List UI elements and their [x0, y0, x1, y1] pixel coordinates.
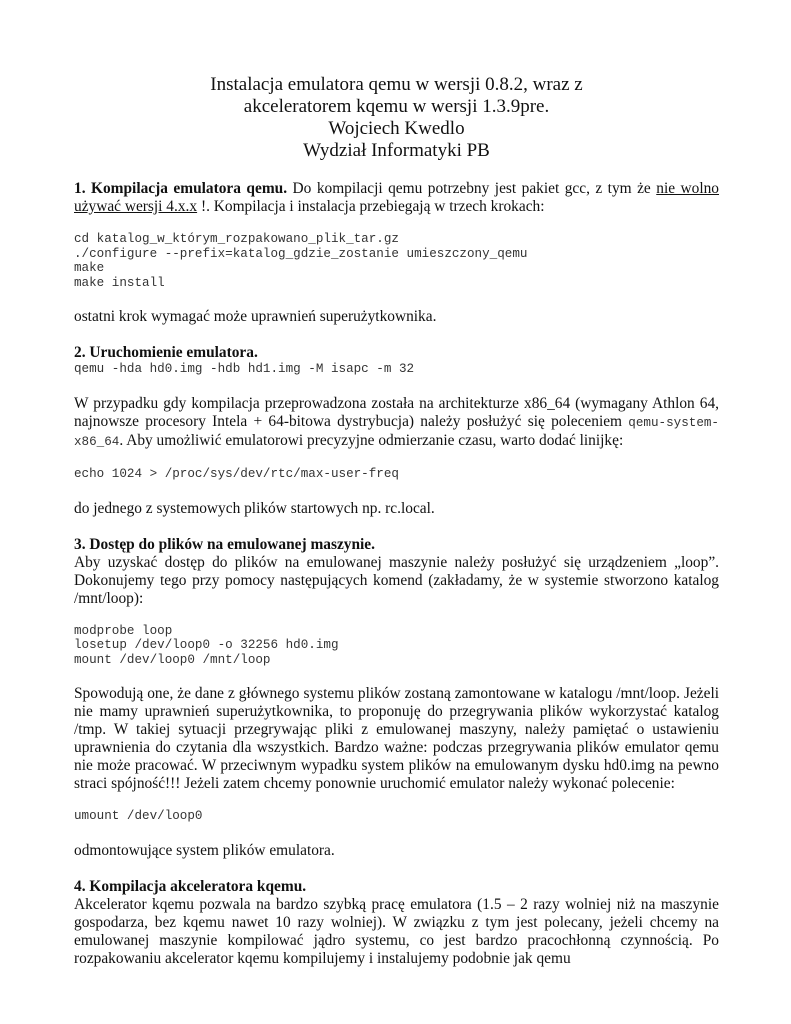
section-4-paragraph: Akcelerator kqemu pozwala na bardzo szybką pracę emulatora (1.5 – 2 razy wolniej niż na maszynie gospodarza, bez kqemu nawet 10 razy wolniej). W związku z tym jest polecany, jeżeli chcemy na emulowanej maszynie kompilować jądro systemu, co jest bardzo pracochłonną czynnością. Po rozpakowaniu akcelerator kqemu kompilujemy i instalujemy podobnie jak qemu	[74, 895, 719, 967]
section-3-code-2: umount /dev/loop0	[74, 809, 203, 824]
section-3-note: odmontowujące system plików emulatora.	[74, 841, 335, 859]
code-line: make	[74, 261, 105, 276]
section-4-heading: 4. Kompilacja akceleratora kqemu.	[74, 877, 307, 895]
section-1-text-a: Do kompilacji qemu potrzebny jest pakiet gcc, z tym że	[287, 180, 657, 197]
section-3-paragraph: Aby uzyskać dostęp do plików na emulowanej maszynie należy posłużyć się urządzeniem „loop”. Dokonujemy tego przy pomocy następujących komend (zakładamy, że w systemie stworzono katalog /mnt/loop):	[74, 553, 719, 607]
section-2-command: qemu -hda hd0.img -hdb hd1.img -M isapc -m 32	[74, 362, 415, 377]
code-line: cd katalog_w_którym_rozpakowano_plik_tar.gz	[74, 232, 399, 246]
section-1-intro	[74, 180, 719, 216]
section-2-code: echo 1024 > /proc/sys/dev/rtc/max-user-freq	[74, 466, 399, 481]
section-1-heading: 1. Kompilacja emulatora qemu.	[74, 180, 288, 197]
code-line: make install	[74, 275, 165, 290]
section-4	[74, 878, 719, 968]
section-3	[74, 536, 719, 860]
author: Wojciech Kwedlo	[328, 118, 465, 139]
section-2-inline-cmd: qemu-system-x86_64	[74, 415, 719, 449]
section-2-note: do jednego z systemowych plików startowych np. rc.local.	[74, 499, 435, 517]
section-2-para-b: . Aby umożliwić emulatorowi precyzyjne odmierzanie czasu, warto dodać linijkę:	[119, 431, 624, 449]
section-2	[74, 344, 719, 517]
section-1-note: ostatni krok wymagać może uprawnień superużytkownika.	[74, 308, 437, 326]
section-2-paragraph	[74, 395, 719, 451]
section-1-code	[74, 232, 719, 290]
title-line-2: akceleratorem kqemu w wersji 1.3.9pre.	[243, 96, 550, 117]
document-title	[74, 74, 719, 162]
code-line: losetup /dev/loop0 -o 32256 hd0.img	[74, 638, 339, 653]
section-1-warning: nie wolno używać wersji 4.x.x	[74, 180, 720, 215]
section-2-heading: 2. Uruchomienie emulatora.	[74, 344, 258, 362]
section-1	[74, 180, 719, 326]
affiliation: Wydział Informatyki PB	[303, 140, 490, 161]
section-3-paragraph-2: Spowodują one, że dane z głównego systemu plików zostaną zamontowane w katalogu /mnt/loop. Jeżeli nie mamy uprawnień superużytkownika, to proponuję do przegrywania plików wykorzystać katalog /tmp. W takiej sytuacji przegrywając pliki z emulowanej maszyny, należy pamiętać o ustawieniu uprawnienia do czytania dla wszystkich. Bardzo ważne: podczas przegrywania plików emulator qemu nie może pracować. W przeciwnym wypadku system plików na emulowanym dysku hd0.img na pewno straci spójność!!! Jeżeli zatem chcemy ponownie uruchomić emulator należy wykonać polecenie:	[74, 685, 719, 793]
section-3-code	[74, 624, 719, 668]
section-1-text-b: !. Kompilacja i instalacja przebiegają w trzech krokach:	[197, 198, 545, 215]
section-2-para-a: W przypadku gdy kompilacja przeprowadzona została na architekturze x86_64 (wymagany Athlon 64, najnowsze procesory Intela + 64-bitowa dystrybucja) należy posłużyć się poleceniem	[74, 394, 719, 430]
code-line: ./configure --prefix=katalog_gdzie_zostanie umieszczony_qemu	[74, 246, 528, 261]
section-3-heading: 3. Dostęp do plików na emulowanej maszynie.	[74, 535, 375, 553]
title-line-1: Instalacja emulatora qemu w wersji 0.8.2, wraz z	[210, 74, 583, 95]
code-line: mount /dev/loop0 /mnt/loop	[74, 652, 271, 667]
code-line: modprobe loop	[74, 623, 173, 638]
